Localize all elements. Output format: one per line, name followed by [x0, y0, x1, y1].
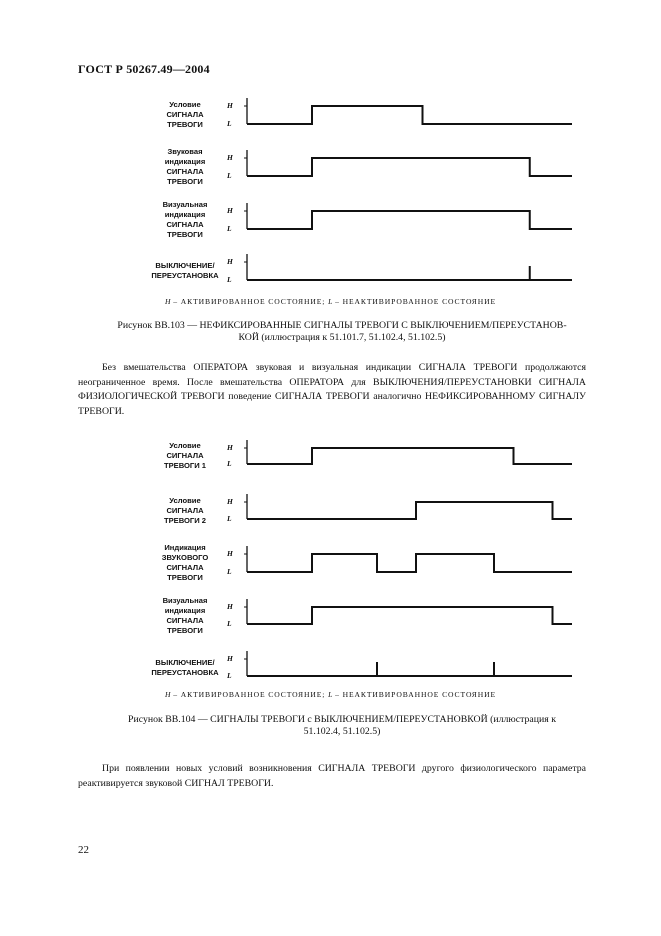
legend-l-symbol: L: [328, 690, 333, 699]
legend-h-text: – АКТИВИРОВАННОЕ СОСТОЯНИЕ;: [170, 690, 329, 699]
level-h-mark: H: [227, 654, 233, 663]
signal-waveform: [247, 607, 572, 624]
signal-waveform: [247, 502, 572, 519]
signal-label-line: СИГНАЛА: [166, 505, 204, 515]
legend-h-symbol: H: [164, 690, 171, 699]
level-h-mark: H: [227, 549, 233, 558]
level-l-mark: L: [227, 171, 232, 180]
signal-label-line: СИГНАЛА: [166, 615, 204, 625]
signal-label-line: Условие: [169, 495, 201, 505]
signal-label-line: СИГНАЛА: [166, 110, 204, 119]
signal-label-line: индикация: [164, 210, 206, 219]
level-l-mark: L: [227, 224, 232, 233]
figure2-caption-line2: 51.102.4, 51.102.5): [303, 726, 381, 737]
level-h-mark: H: [227, 206, 233, 215]
paragraph-2: При появлении новых условий возникновения СИГНАЛА ТРЕВОГИ другого физиологического параметра реактивируется звуковой СИГНАЛ ТРЕВОГИ.: [78, 763, 586, 789]
signal-label-line: Звуковая: [167, 147, 203, 156]
figure1-caption-line1: Рисунок ВВ.103 — НЕФИКСИРОВАННЫЕ СИГНАЛЫ ТРЕВОГИ С ВЫКЛЮЧЕНИЕМ/ПЕРЕУСТАНОВ-: [117, 320, 567, 331]
signal-waveform: [247, 554, 572, 572]
level-l-mark: L: [227, 275, 232, 284]
level-l-mark: L: [227, 459, 232, 468]
signal-label-line: ПЕРЕУСТАНОВКА: [151, 667, 219, 677]
signal-label-line: ЗВУКОВОГО: [161, 553, 209, 562]
signal-label-line: ТРЕВОГИ: [167, 230, 203, 239]
level-l-mark: L: [227, 619, 232, 628]
signal-label-line: ВЫКЛЮЧЕНИЕ/: [155, 657, 215, 667]
figure1-caption-line2: КОЙ (иллюстрация к 51.101.7, 51.102.4, 51.102.5): [238, 332, 446, 343]
legend-l-text: – НЕАКТИВИРОВАННОЕ СОСТОЯНИЕ: [332, 297, 497, 306]
signal-label-line: Условие: [169, 100, 201, 109]
signal-label-line: Условие: [169, 441, 201, 450]
level-h-mark: H: [227, 497, 233, 506]
signal-waveform: [247, 662, 572, 676]
signal-label-line: ТРЕВОГИ: [167, 573, 203, 582]
signal-waveform: [247, 448, 572, 464]
signal-label-line: ТРЕВОГИ: [167, 120, 203, 129]
signal-label-line: индикация: [164, 605, 206, 615]
signal-label-line: СИГНАЛА: [166, 220, 204, 229]
signal-label-line: Визуальная: [162, 595, 208, 605]
signal-label-line: СИГНАЛА: [166, 451, 204, 460]
document-header: ГОСТ Р 50267.49—2004: [78, 62, 210, 76]
signal-label-line: Визуальная: [162, 200, 208, 209]
page-number: 22: [78, 844, 89, 856]
legend-l-symbol: L: [328, 297, 333, 306]
signal-label-line: ПЕРЕУСТАНОВКА: [151, 271, 219, 280]
signal-label-line: ТРЕВОГИ 2: [163, 515, 207, 525]
signal-label: [140, 543, 230, 583]
signal-label-line: Индикация: [164, 543, 206, 552]
figure2-caption-line1: Рисунок ВВ.104 — СИГНАЛЫ ТРЕВОГИ с ВЫКЛЮЧЕНИЕМ/ПЕРЕУСТАНОВКОЙ (иллюстрация к: [128, 714, 556, 725]
signal-label-line: ВЫКЛЮЧЕНИЕ/: [155, 261, 215, 270]
level-h-mark: H: [227, 101, 233, 110]
level-l-mark: L: [227, 671, 232, 680]
legend-h-symbol: H: [164, 297, 171, 306]
signal-label: [140, 496, 230, 526]
level-h-mark: H: [227, 153, 233, 162]
legend-l-text: – НЕАКТИВИРОВАННОЕ СОСТОЯНИЕ: [332, 690, 497, 699]
level-l-mark: L: [227, 119, 232, 128]
signal-label-line: ТРЕВОГИ: [167, 177, 203, 186]
signal-label-line: индикация: [164, 157, 206, 166]
signal-label-line: ТРЕВОГИ 1: [163, 461, 207, 470]
level-h-mark: H: [227, 443, 233, 452]
signal-label-line: СИГНАЛА: [166, 167, 204, 176]
signal-label: [140, 441, 230, 471]
signal-label-line: ТРЕВОГИ: [167, 625, 203, 635]
level-h-mark: H: [227, 257, 233, 266]
legend-h-text: – АКТИВИРОВАННОЕ СОСТОЯНИЕ;: [170, 297, 329, 306]
paragraph-1: Без вмешательства ОПЕРАТОРА звуковая и визуальная индикации СИГНАЛА ТРЕВОГИ продолжаются неограниченное время. После вмешательства ОПЕРАТОРА для ВЫКЛЮЧЕНИЯ/ПЕРЕУСТАНОВКИ СИГНАЛА ФИЗИОЛОГИЧЕСКОЙ ТРЕВОГИ поведение СИГНАЛА ТРЕВОГИ аналогично НЕФИКСИРОВАННОМУ СИГНАЛУ ТРЕВОГИ.: [78, 362, 586, 417]
signal-label-line: СИГНАЛА: [166, 563, 204, 572]
signal-label: [140, 658, 230, 678]
signal-label: [140, 596, 230, 636]
level-l-mark: L: [227, 514, 232, 523]
level-l-mark: L: [227, 567, 232, 576]
level-h-mark: H: [227, 602, 233, 611]
